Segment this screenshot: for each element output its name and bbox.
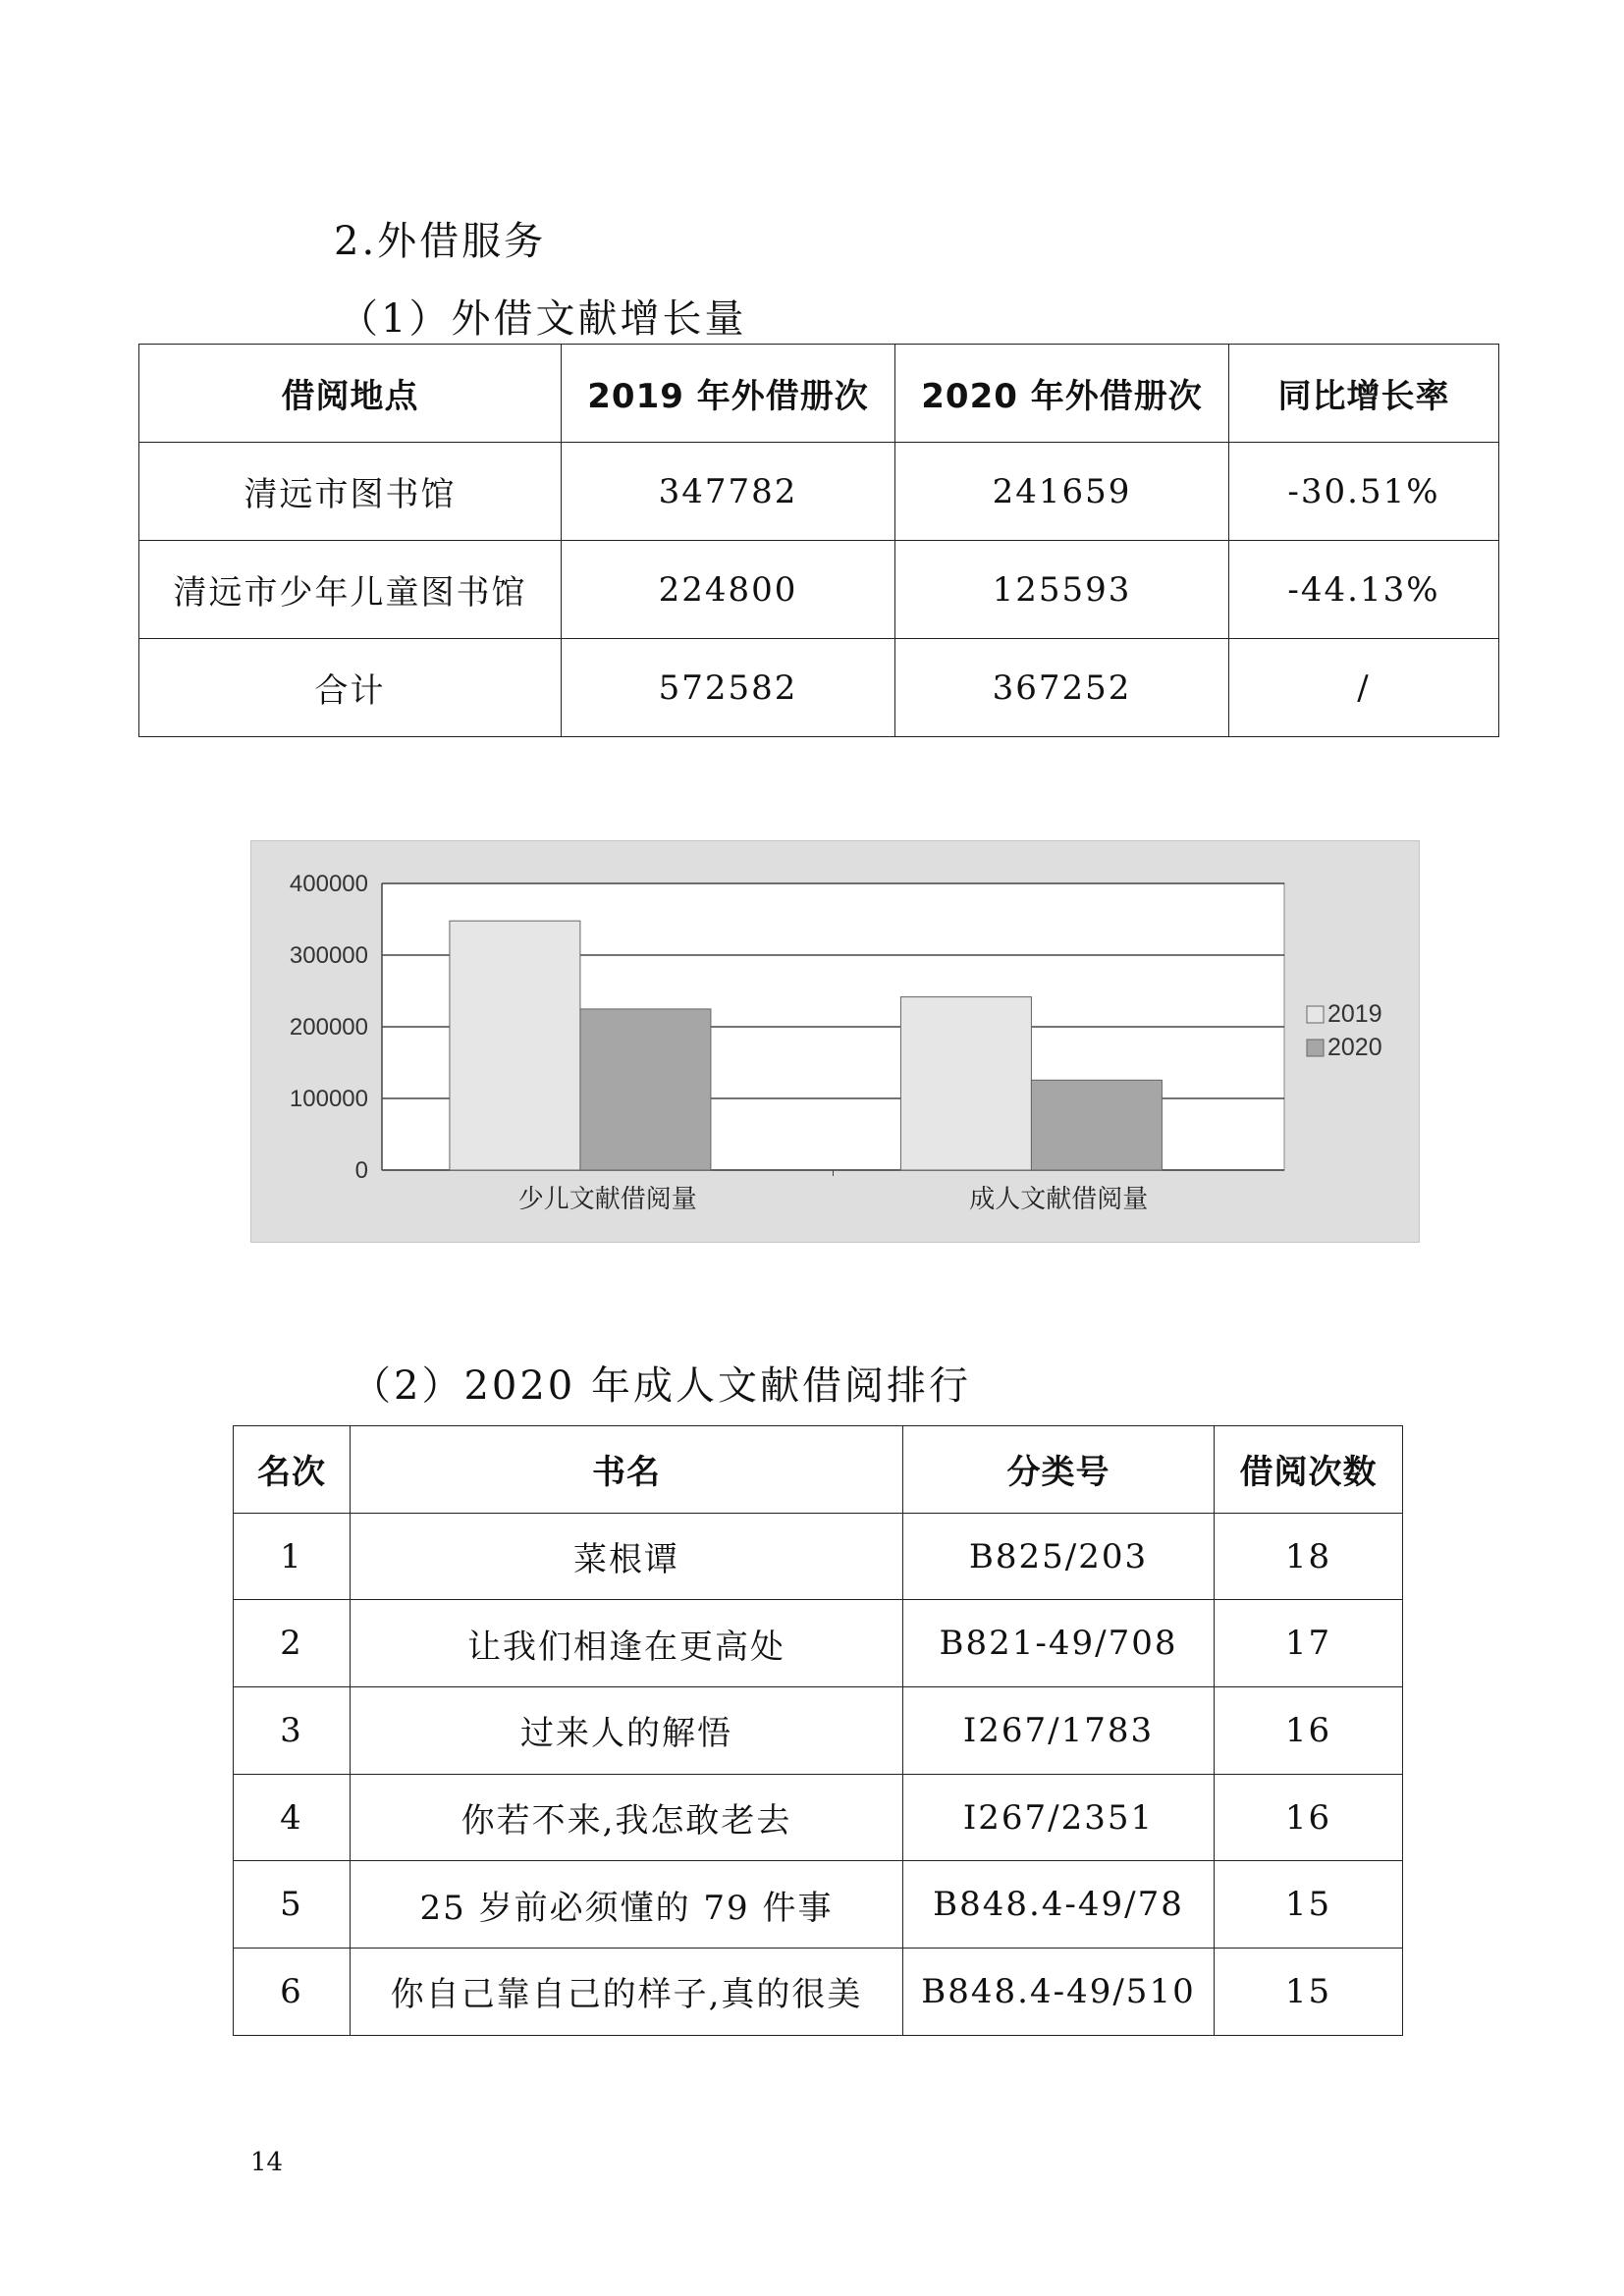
legend-swatch	[1307, 1040, 1324, 1056]
subsection-title-adult-ranking: （2）2020 年成人文献借阅排行	[352, 1363, 971, 1409]
table-row	[139, 443, 1499, 541]
table-cell: I267/2351	[903, 1774, 1215, 1861]
table-cell: -44.13%	[1229, 541, 1499, 639]
table-row	[234, 1774, 1403, 1861]
table-cell: /	[1229, 639, 1499, 737]
table-cell: B848.4-49/78	[903, 1861, 1215, 1949]
table-cell: 572582	[562, 639, 895, 737]
table-cell: 17	[1215, 1600, 1403, 1687]
table-row	[234, 1600, 1403, 1687]
table-cell: 125593	[895, 541, 1229, 639]
table-cell: 5	[234, 1861, 351, 1949]
table-cell: 6	[234, 1949, 351, 2036]
table-header-cell: 同比增长率	[1229, 345, 1499, 443]
subsection-title-lending-growth: （1）外借文献增长量	[339, 296, 747, 342]
table-header-cell: 借阅次数	[1215, 1426, 1403, 1514]
table-cell: 你若不来,我怎敢老去	[351, 1774, 903, 1861]
table-cell: 清远市少年儿童图书馆	[139, 541, 562, 639]
table-cell: 16	[1215, 1687, 1403, 1775]
table-cell: B848.4-49/510	[903, 1949, 1215, 2036]
table-cell: 15	[1215, 1949, 1403, 2036]
bar	[1031, 1080, 1162, 1170]
table-cell: 让我们相逢在更高处	[351, 1600, 903, 1687]
table-row	[234, 1687, 1403, 1775]
table-cell: 合计	[139, 639, 562, 737]
table-cell: 清远市图书馆	[139, 443, 562, 541]
table-row	[234, 1513, 1403, 1600]
page-number: 14	[250, 2148, 284, 2177]
table-row	[234, 1861, 1403, 1949]
legend-swatch	[1307, 1006, 1324, 1023]
section-title: 2.外借服务	[334, 219, 547, 264]
table-header-cell: 名次	[234, 1426, 351, 1514]
table-cell: 367252	[895, 639, 1229, 737]
table-header-row	[139, 345, 1499, 443]
table-cell: B821-49/708	[903, 1600, 1215, 1687]
table-cell: 16	[1215, 1774, 1403, 1861]
table-header-cell: 2019 年外借册次	[562, 345, 895, 443]
bar	[900, 997, 1031, 1170]
table-cell: 18	[1215, 1513, 1403, 1600]
table-header-cell: 借阅地点	[139, 345, 562, 443]
table-cell: 3	[234, 1687, 351, 1775]
bar	[580, 1009, 711, 1170]
table-cell: I267/1783	[903, 1687, 1215, 1775]
x-category-label: 成人文献借阅量	[969, 1185, 1149, 1214]
table-row	[139, 541, 1499, 639]
table-cell: 347782	[562, 443, 895, 541]
table-cell: 你自己靠自己的样子,真的很美	[351, 1949, 903, 2036]
table-cell: -30.51%	[1229, 443, 1499, 541]
y-tick-label: 300000	[289, 942, 368, 969]
table-cell: 15	[1215, 1861, 1403, 1949]
y-tick-label: 200000	[289, 1014, 368, 1041]
table-cell: 4	[234, 1774, 351, 1861]
table-header-cell: 书名	[351, 1426, 903, 1514]
table-cell: 1	[234, 1513, 351, 1600]
adult-lending-ranking-table	[233, 1425, 1403, 2036]
table-cell: 224800	[562, 541, 895, 639]
table-cell: 2	[234, 1600, 351, 1687]
table-cell: 25 岁前必须懂的 79 件事	[351, 1861, 903, 1949]
table-row	[139, 639, 1499, 737]
table-row	[234, 1949, 1403, 2036]
bar-chart-svg	[251, 841, 1419, 1242]
legend-label: 2020	[1327, 1034, 1382, 1061]
y-tick-label: 400000	[289, 871, 368, 897]
table-header-cell: 分类号	[903, 1426, 1215, 1514]
table-cell: 过来人的解悟	[351, 1687, 903, 1775]
legend-label: 2019	[1327, 1000, 1382, 1028]
y-tick-label: 0	[354, 1157, 368, 1184]
bar	[450, 921, 580, 1170]
y-tick-label: 100000	[289, 1086, 368, 1112]
lending-growth-table	[138, 344, 1499, 737]
table-header-row	[234, 1426, 1403, 1514]
lending-bar-chart	[250, 840, 1420, 1243]
table-cell: 菜根谭	[351, 1513, 903, 1600]
table-cell: B825/203	[903, 1513, 1215, 1600]
table-cell: 241659	[895, 443, 1229, 541]
table-header-cell: 2020 年外借册次	[895, 345, 1229, 443]
x-category-label: 少儿文献借阅量	[517, 1185, 697, 1214]
